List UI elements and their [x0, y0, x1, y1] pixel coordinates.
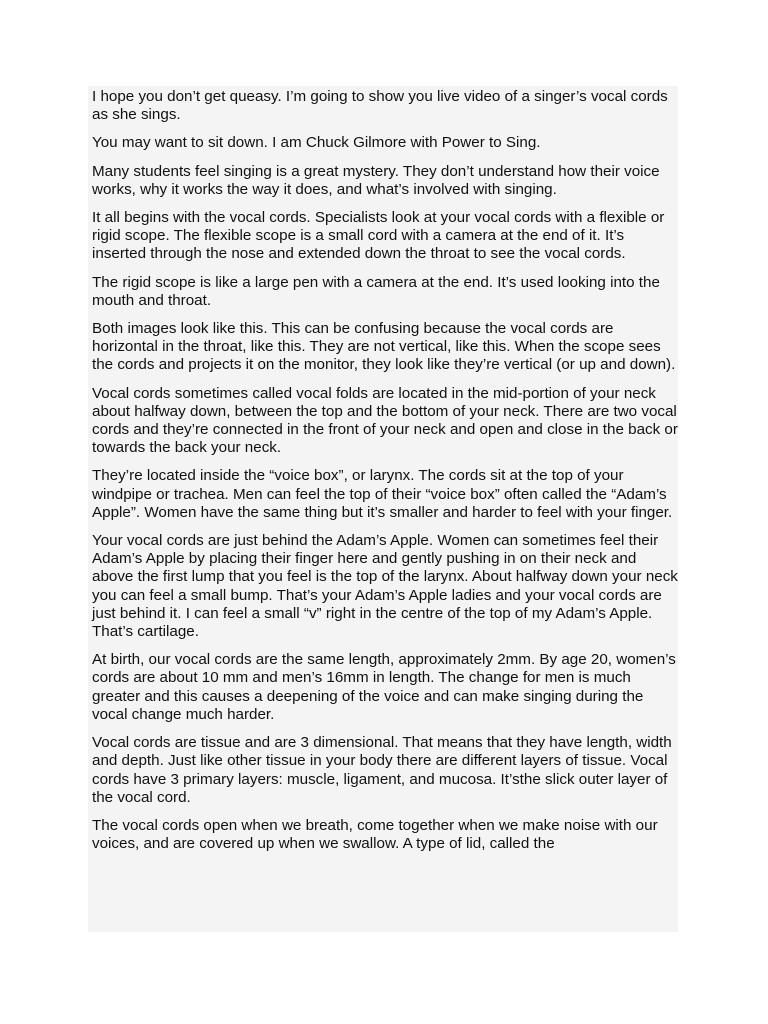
paragraph-4: It all begins with the vocal cords. Specialists look at your vocal cords with a flexible or rigid scope. The flexible scope is a small cord with a camera at the end of it. It’s inserted through the nose and extended down the throat to see the vocal cords.: [92, 209, 665, 263]
paragraph-12: The vocal cords open when we breath, come together when we make noise with our voices, and are covered up when we swallow. A type of lid, called the: [92, 816, 658, 853]
paragraph-5: The rigid scope is like a large pen with a camera at the end. It’s used looking into the mouth and throat.: [92, 273, 660, 309]
paragraph-6: Both images look like this. This can be confusing because the vocal cords are horizontal in the throat, like this. They are not vertical, like this. When the scope sees the cords and projects it on the monitor, they look like they’re vertical (or up and down).: [92, 320, 676, 374]
paragraph-2: You may want to sit down. I am Chuck Gilmore with Power to Sing.: [92, 134, 541, 152]
paragraph-8: They’re located inside the “voice box”, or larynx. The cords sit at the top of your windpipe or trachea. Men can feel the top of their “voice box” often called the “Adam’s Apple”. Women have the same thing but it’s smaller and harder to feel with your finger.: [92, 467, 673, 521]
paragraph-3: Many students feel singing is a great mystery. They don’t understand how their voice works, why it works the way it does, and what’s involved with singing.: [92, 162, 660, 198]
paragraph-11: Vocal cords are tissue and are 3 dimensional. That means that they have length, width and depth. Just like other tissue in your body there are different layers of tissue. Vocal cords have 3 primary layers: muscle, ligament, and mucosa. It’sthe slick outer layer of the vocal cord.: [92, 734, 672, 806]
paragraph-10: At birth, our vocal cords are the same length, approximately 2mm. By age 20, women’s cords are about 10 mm and men’s 16mm in length. The change for men is much greater and this causes a deepening of the voice and can make singing during the vocal change much harder.: [92, 651, 676, 723]
paragraph-7: Vocal cords sometimes called vocal folds are located in the mid-portion of your neck about halfway down, between the top and the bottom of your neck. There are two vocal cords and they’re connected in the front of your neck and open and close in the back or towards the back your neck.: [92, 384, 678, 457]
paragraph-1: I hope you don’t get queasy. I’m going to show you live video of a singer’s vocal cords as she sings.: [92, 88, 668, 124]
transcript-text-block: [88, 86, 678, 932]
paragraph-9: Your vocal cords are just behind the Adam’s Apple. Women can sometimes feel their Adam’s Apple by placing their finger here and gently pushing in on their neck and above the first lump that you feel is the top of the larynx. About halfway down your neck you can feel a small bump. That’s your Adam’s Apple ladies and your vocal cords are just behind it. I can feel a small “v” right in the centre of the top of my Adam’s Apple. That’s cartilage.: [92, 532, 678, 641]
